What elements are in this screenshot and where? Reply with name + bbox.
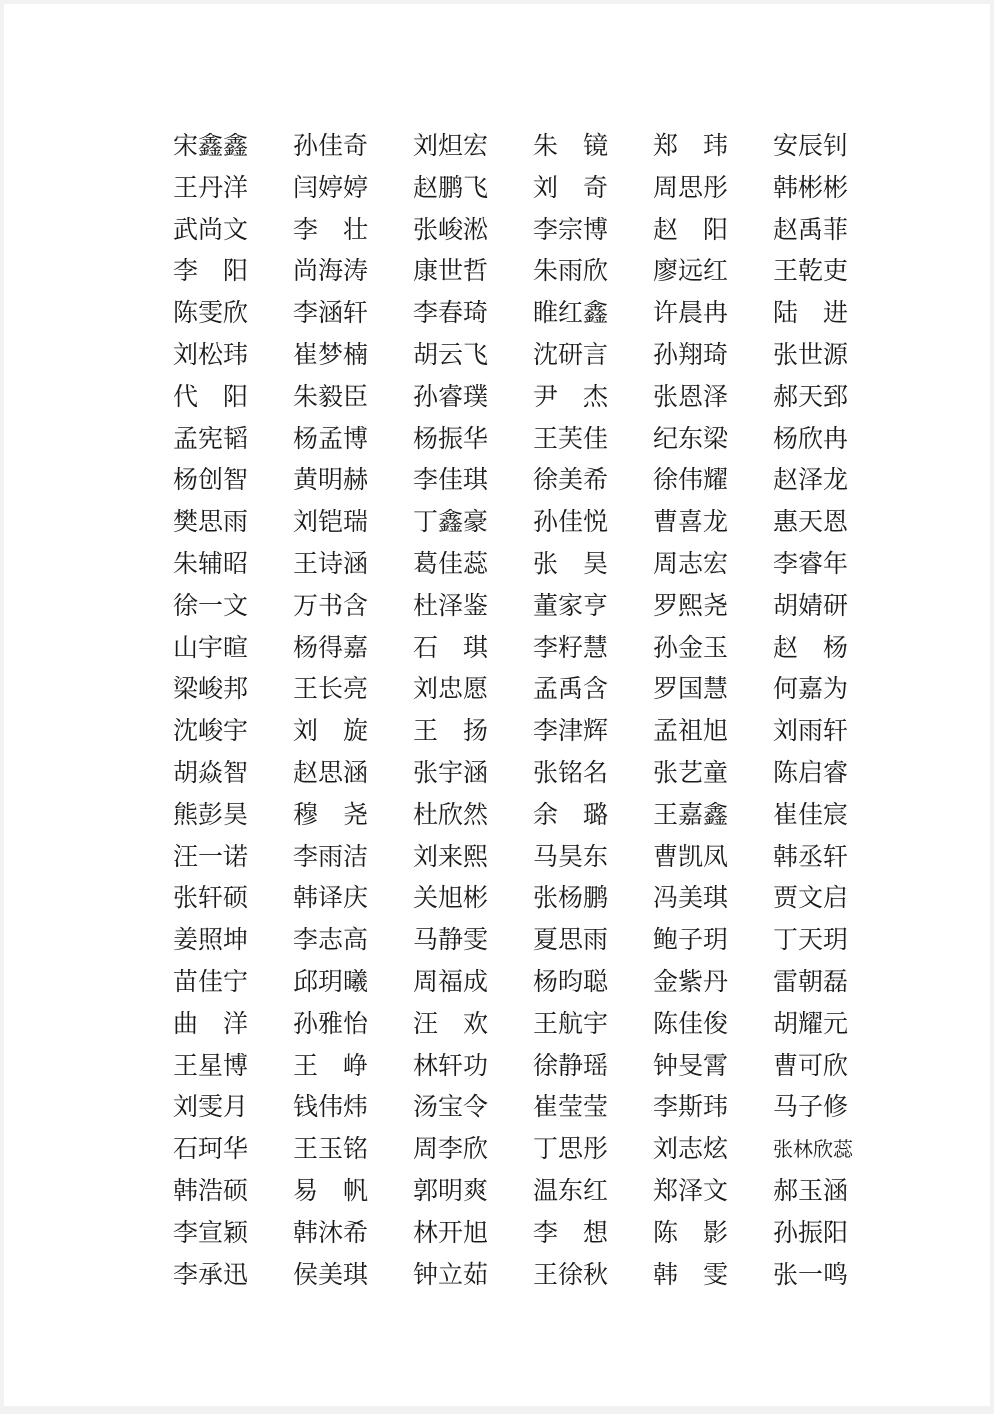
person-name: 韩丞轩 bbox=[773, 841, 849, 871]
person-name: 许晨冉 bbox=[653, 298, 729, 328]
person-name: 孙雅怡 bbox=[293, 1008, 369, 1038]
person-name: 杨得嘉 bbox=[293, 632, 369, 662]
name-row bbox=[173, 591, 863, 621]
person-name: 陈雯欣 bbox=[173, 298, 249, 328]
name-row bbox=[173, 800, 863, 830]
person-name: 赵 阳 bbox=[653, 214, 729, 244]
person-name: 赵禹菲 bbox=[773, 214, 849, 244]
person-name: 韩沐希 bbox=[293, 1217, 369, 1247]
person-name: 易 帆 bbox=[293, 1176, 369, 1205]
person-name: 王诗涵 bbox=[293, 549, 369, 578]
person-name: 纪东梁 bbox=[653, 423, 729, 453]
name-row bbox=[173, 1260, 863, 1290]
person-name: 胡云飞 bbox=[413, 340, 489, 369]
person-name: 余 璐 bbox=[533, 799, 609, 829]
person-name: 惠天恩 bbox=[773, 507, 849, 537]
person-name: 陈佳俊 bbox=[653, 1008, 729, 1038]
person-name: 山宇暄 bbox=[173, 632, 249, 662]
name-row bbox=[173, 883, 863, 913]
person-name: 张杨鹏 bbox=[533, 883, 609, 913]
person-name: 崔莹莹 bbox=[533, 1092, 609, 1122]
person-name: 王丹洋 bbox=[173, 172, 249, 202]
person-name: 孙睿璞 bbox=[413, 381, 489, 411]
person-name: 孙金玉 bbox=[653, 632, 729, 662]
person-name: 李志高 bbox=[293, 925, 369, 955]
person-name: 孙佳奇 bbox=[293, 131, 369, 160]
person-name: 王航宇 bbox=[533, 1008, 609, 1038]
person-name: 杨昀聪 bbox=[533, 967, 609, 996]
person-name: 樊思雨 bbox=[173, 507, 249, 537]
person-name: 钟立茹 bbox=[413, 1259, 489, 1289]
person-name: 王 峥 bbox=[293, 1050, 369, 1080]
person-name: 韩浩硕 bbox=[173, 1176, 249, 1205]
person-name: 韩 雯 bbox=[653, 1259, 729, 1289]
person-name: 苗佳宁 bbox=[173, 967, 249, 996]
person-name: 钱伟炜 bbox=[293, 1092, 369, 1122]
person-name: 韩彬彬 bbox=[773, 172, 849, 202]
person-name: 孙佳悦 bbox=[533, 507, 609, 537]
person-name: 张 昊 bbox=[533, 549, 609, 578]
person-name: 赵鹏飞 bbox=[413, 172, 489, 202]
person-name: 穆 尧 bbox=[293, 799, 369, 829]
person-name: 李籽慧 bbox=[533, 632, 609, 662]
name-row bbox=[173, 967, 863, 997]
name-row bbox=[173, 633, 863, 663]
person-name: 沈峻宇 bbox=[173, 716, 249, 746]
person-name: 刘炟宏 bbox=[413, 131, 489, 160]
name-row bbox=[173, 173, 863, 203]
person-name: 张峻淞 bbox=[413, 214, 489, 244]
person-name: 姜照坤 bbox=[173, 925, 249, 955]
person-name: 杨创智 bbox=[173, 465, 249, 495]
person-name: 李 想 bbox=[533, 1217, 609, 1247]
person-name: 郭明爽 bbox=[413, 1176, 489, 1205]
person-name: 刘 奇 bbox=[533, 172, 609, 202]
person-name: 马子修 bbox=[773, 1092, 849, 1122]
person-name: 尚海涛 bbox=[293, 256, 369, 286]
person-name: 曹可欣 bbox=[773, 1050, 849, 1080]
person-name: 汤宝令 bbox=[413, 1092, 489, 1122]
person-name: 王芙佳 bbox=[533, 423, 609, 453]
person-name: 刘 旋 bbox=[293, 716, 369, 746]
person-name: 李涵轩 bbox=[293, 298, 369, 328]
person-name: 韩译庆 bbox=[293, 883, 369, 913]
person-name: 杨孟博 bbox=[293, 423, 369, 453]
person-name: 孟宪韬 bbox=[173, 423, 249, 453]
person-name: 赵泽龙 bbox=[773, 465, 849, 495]
person-name: 罗国慧 bbox=[653, 674, 729, 704]
person-name: 罗熙尧 bbox=[653, 590, 729, 620]
person-name: 汪 欢 bbox=[413, 1008, 489, 1038]
person-name: 周李欣 bbox=[413, 1134, 489, 1164]
person-name: 孙振阳 bbox=[773, 1217, 849, 1247]
name-row bbox=[173, 674, 863, 704]
person-name: 李宗博 bbox=[533, 214, 609, 244]
person-name: 孟祖旭 bbox=[653, 716, 729, 746]
person-name: 邱玥曦 bbox=[293, 967, 369, 996]
person-name: 张宇涵 bbox=[413, 758, 489, 787]
person-name: 郑泽文 bbox=[653, 1176, 729, 1205]
name-row bbox=[173, 131, 863, 161]
person-name: 冯美琪 bbox=[653, 883, 729, 913]
name-row bbox=[173, 465, 863, 495]
person-name: 赵 杨 bbox=[773, 632, 849, 662]
person-name: 李春琦 bbox=[413, 298, 489, 328]
person-name: 张铭名 bbox=[533, 758, 609, 787]
name-row bbox=[173, 1051, 863, 1081]
person-name: 熊彭昊 bbox=[173, 799, 249, 829]
person-name: 杨振华 bbox=[413, 423, 489, 453]
person-name: 汪一诺 bbox=[173, 841, 249, 871]
person-name: 宋鑫鑫 bbox=[173, 131, 249, 160]
person-name: 胡耀元 bbox=[773, 1008, 849, 1038]
person-name: 林开旭 bbox=[413, 1217, 489, 1247]
person-name: 李雨洁 bbox=[293, 841, 369, 871]
person-name: 杜欣然 bbox=[413, 799, 489, 829]
person-name: 郝天郅 bbox=[773, 381, 849, 411]
person-name: 王徐秋 bbox=[533, 1259, 609, 1289]
person-name: 胡婧研 bbox=[773, 590, 849, 620]
person-name: 丁天玥 bbox=[773, 925, 849, 955]
person-name: 刘松玮 bbox=[173, 340, 249, 369]
person-name: 张轩硕 bbox=[173, 883, 249, 913]
person-name: 杜泽鉴 bbox=[413, 590, 489, 620]
name-row bbox=[173, 842, 863, 872]
person-name: 廖远红 bbox=[653, 256, 729, 286]
name-row bbox=[173, 298, 863, 328]
person-name: 夏思雨 bbox=[533, 925, 609, 955]
person-name: 胡焱智 bbox=[173, 758, 249, 787]
person-name: 尹 杰 bbox=[533, 381, 609, 411]
name-row bbox=[173, 507, 863, 537]
person-name: 陆 进 bbox=[773, 298, 849, 328]
person-name: 孟禹含 bbox=[533, 674, 609, 704]
person-name: 雷朝磊 bbox=[773, 967, 849, 996]
person-name: 马静雯 bbox=[413, 925, 489, 955]
person-name: 石 琪 bbox=[413, 632, 489, 662]
name-row bbox=[173, 215, 863, 245]
person-name: 关旭彬 bbox=[413, 883, 489, 913]
person-name: 李睿年 bbox=[773, 549, 849, 578]
person-name: 王长亮 bbox=[293, 674, 369, 704]
person-name: 睢红鑫 bbox=[533, 298, 609, 328]
person-name: 朱毅臣 bbox=[293, 381, 369, 411]
person-name: 徐静瑶 bbox=[533, 1050, 609, 1080]
person-name: 杨欣冉 bbox=[773, 423, 849, 453]
name-row bbox=[173, 758, 863, 788]
person-name: 温东红 bbox=[533, 1176, 609, 1205]
person-name: 张林欣蕊 bbox=[773, 1137, 853, 1162]
person-name: 石珂华 bbox=[173, 1134, 249, 1164]
person-name: 张世源 bbox=[773, 340, 849, 369]
person-name: 崔梦楠 bbox=[293, 340, 369, 369]
person-name: 王嘉鑫 bbox=[653, 799, 729, 829]
person-name: 林轩功 bbox=[413, 1050, 489, 1080]
person-name: 刘铠瑞 bbox=[293, 507, 369, 537]
person-name: 王乾吏 bbox=[773, 256, 849, 286]
person-name: 康世哲 bbox=[413, 256, 489, 286]
person-name: 刘来熙 bbox=[413, 841, 489, 871]
person-name: 李宣颖 bbox=[173, 1217, 249, 1247]
person-name: 徐伟耀 bbox=[653, 465, 729, 495]
person-name: 孙翔琦 bbox=[653, 340, 729, 369]
person-name: 李 阳 bbox=[173, 256, 249, 286]
person-name: 郝玉涵 bbox=[773, 1176, 849, 1205]
person-name: 朱雨欣 bbox=[533, 256, 609, 286]
person-name: 张恩泽 bbox=[653, 381, 729, 411]
name-row bbox=[173, 1009, 863, 1039]
person-name: 何嘉为 bbox=[773, 674, 849, 704]
person-name: 安辰钊 bbox=[773, 131, 849, 160]
person-name: 周志宏 bbox=[653, 549, 729, 578]
person-name: 李 壮 bbox=[293, 214, 369, 244]
person-name: 武尚文 bbox=[173, 214, 249, 244]
name-row bbox=[173, 424, 863, 454]
person-name: 贾文启 bbox=[773, 883, 849, 913]
person-name: 金紫丹 bbox=[653, 967, 729, 996]
name-row bbox=[173, 925, 863, 955]
person-name: 朱辅昭 bbox=[173, 549, 249, 578]
person-name: 李津辉 bbox=[533, 716, 609, 746]
person-name: 李斯玮 bbox=[653, 1092, 729, 1122]
person-name: 李佳琪 bbox=[413, 465, 489, 495]
name-row bbox=[173, 382, 863, 412]
person-name: 周福成 bbox=[413, 967, 489, 996]
person-name: 沈研言 bbox=[533, 340, 609, 369]
person-name: 张艺童 bbox=[653, 758, 729, 787]
person-name: 董家亨 bbox=[533, 590, 609, 620]
person-name: 葛佳蕊 bbox=[413, 549, 489, 578]
person-name: 朱 镜 bbox=[533, 131, 609, 160]
person-name: 张一鸣 bbox=[773, 1259, 849, 1289]
person-name: 丁鑫豪 bbox=[413, 507, 489, 537]
person-name: 刘忠愿 bbox=[413, 674, 489, 704]
person-name: 鲍子玥 bbox=[653, 925, 729, 955]
person-name: 周思彤 bbox=[653, 172, 729, 202]
person-name: 侯美琪 bbox=[293, 1259, 369, 1289]
name-row bbox=[173, 1218, 863, 1248]
person-name: 郑 玮 bbox=[653, 131, 729, 160]
person-name: 刘雯月 bbox=[173, 1092, 249, 1122]
person-name: 徐一文 bbox=[173, 590, 249, 620]
person-name: 刘志炫 bbox=[653, 1134, 729, 1164]
person-name: 黄明赫 bbox=[293, 465, 369, 495]
person-name: 闫婷婷 bbox=[293, 172, 369, 202]
name-row bbox=[173, 1092, 863, 1122]
name-row bbox=[173, 340, 863, 370]
person-name: 陈 影 bbox=[653, 1217, 729, 1247]
name-row bbox=[173, 716, 863, 746]
person-name: 徐美希 bbox=[533, 465, 609, 495]
person-name: 丁思彤 bbox=[533, 1134, 609, 1164]
person-name: 王星博 bbox=[173, 1050, 249, 1080]
person-name: 曲 洋 bbox=[173, 1008, 249, 1038]
name-row bbox=[173, 1176, 863, 1206]
person-name: 李承迅 bbox=[173, 1259, 249, 1289]
person-name: 钟旻霄 bbox=[653, 1050, 729, 1080]
person-name: 曹喜龙 bbox=[653, 507, 729, 537]
person-name: 曹凯凤 bbox=[653, 841, 729, 871]
name-row bbox=[173, 256, 863, 286]
name-row bbox=[173, 1134, 863, 1164]
person-name: 王玉铭 bbox=[293, 1134, 369, 1164]
name-row bbox=[173, 549, 863, 579]
person-name: 代 阳 bbox=[173, 381, 249, 411]
person-name: 陈启睿 bbox=[773, 758, 849, 787]
person-name: 马昊东 bbox=[533, 841, 609, 871]
person-name: 刘雨轩 bbox=[773, 716, 849, 746]
person-name: 王 扬 bbox=[413, 716, 489, 746]
person-name: 万书含 bbox=[293, 590, 369, 620]
person-name: 梁峻邦 bbox=[173, 674, 249, 704]
person-name: 赵思涵 bbox=[293, 758, 369, 787]
person-name: 崔佳宸 bbox=[773, 799, 849, 829]
